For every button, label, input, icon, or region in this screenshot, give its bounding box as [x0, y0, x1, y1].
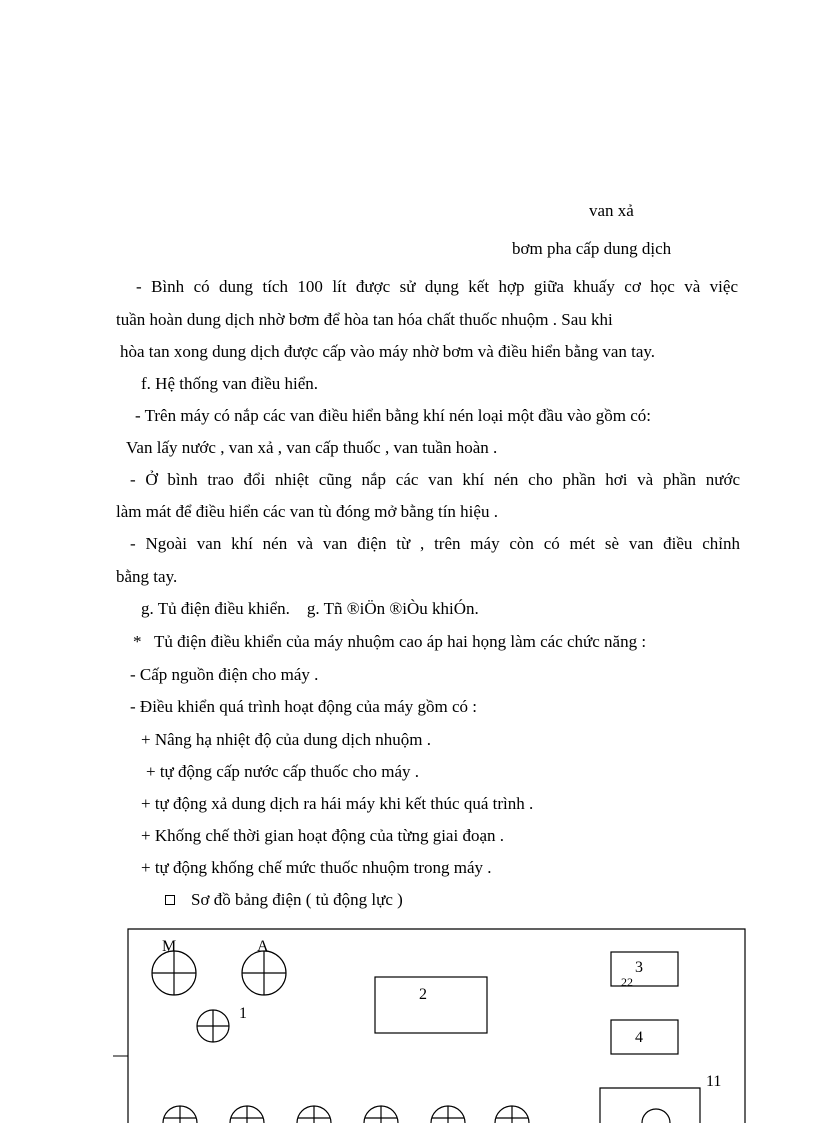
heading-f: f. Hệ thống van điều hiển. — [141, 374, 319, 393]
plus-item-2: + tự động cấp nước cấp thuốc cho máy . — [146, 762, 420, 781]
label-2: 2 — [419, 986, 427, 1003]
indicator-bottom-5-icon — [431, 1106, 465, 1123]
indicator-bottom-3-icon — [297, 1106, 331, 1123]
paragraph-3-line-2: làm mát để điều hiển các van tù đóng mở bằng tín hiệu . — [116, 502, 498, 521]
star-line: * Tủ điện điều khiển của máy nhuộm cao áp hai họng làm các chức năng : — [133, 632, 647, 651]
component-box-4 — [611, 1020, 678, 1054]
indicator-row-bottom — [163, 1106, 529, 1123]
paragraph-2-line-2: Van lấy nước , van xả , van cấp thuốc , van tuần hoàn . — [126, 438, 498, 457]
indicator-1-icon — [197, 1010, 229, 1042]
indicator-bottom-4-icon — [364, 1106, 398, 1123]
label-3: 3 — [635, 959, 643, 976]
paragraph-3-line-1: - Ở bình trao đổi nhiệt cũng nắp các van khí nén cho phần hơi và phần nước — [130, 470, 740, 489]
plus-item-1: + Nâng hạ nhiệt độ của dung dịch nhuộm . — [141, 730, 432, 749]
label-bom-pha: bơm pha cấp dung dịch — [512, 239, 672, 258]
label-4: 4 — [635, 1029, 643, 1046]
plus-item-4: + Khống chế thời gian hoạt động của từng giai đoạn . — [141, 826, 504, 845]
bullet-heading-text: Sơ đồ bảng điện ( tủ động lực ) — [191, 890, 403, 909]
label-m: M — [162, 938, 177, 955]
box-11-dial-icon — [642, 1109, 670, 1123]
component-box-2 — [375, 977, 487, 1033]
paragraph-2-line-1: - Trên máy có nắp các van điều hiển bằng khí nén loại một đầu vào gồm có: — [135, 406, 652, 425]
meter-a-icon — [242, 951, 286, 995]
dash-item-2: - Điều khiển quá trình hoạt động của máy gồm có : — [130, 697, 477, 716]
paragraph-1-line-1: - Bình có dung tích 100 lít được sử dụng kết hợp giữa khuấy cơ học và việc — [136, 277, 738, 296]
paragraph-4-line-1: - Ngoài van khí nén và van điện từ , trên máy còn có mét sè van điều chỉnh — [130, 534, 740, 553]
label-1: 1 — [239, 1005, 247, 1022]
heading-g: g. Tủ điện điều khiển. g. Tñ ®iÖn ®iÒu khiÓn. — [141, 599, 479, 618]
plus-item-3: + tự động xả dung dịch ra hái máy khi kết thúc quá trình . — [141, 794, 534, 813]
component-box-11 — [600, 1088, 700, 1123]
indicator-bottom-2-icon — [230, 1106, 264, 1123]
indicator-bottom-6-icon — [495, 1106, 529, 1123]
plus-item-5: + tự động khống chế mức thuốc nhuộm trong máy . — [141, 858, 492, 877]
indicator-bottom-1-icon — [163, 1106, 197, 1123]
label-3-sub: 22 — [621, 975, 633, 989]
meter-m-icon — [152, 951, 196, 995]
label-van-xa: van xả — [589, 201, 634, 220]
paragraph-1-line-2: tuần hoàn dung dịch nhờ bơm để hòa tan hóa chất thuốc nhuộm . Sau khi — [116, 310, 613, 329]
label-11: 11 — [706, 1073, 722, 1090]
dash-item-1: - Cấp nguồn điện cho máy . — [130, 665, 319, 684]
paragraph-4-line-2: bằng tay. — [116, 567, 178, 586]
label-a: A — [257, 938, 269, 955]
paragraph-1-line-3: hòa tan xong dung dịch được cấp vào máy nhờ bơm và điều hiển bằng van tay. — [120, 342, 656, 361]
